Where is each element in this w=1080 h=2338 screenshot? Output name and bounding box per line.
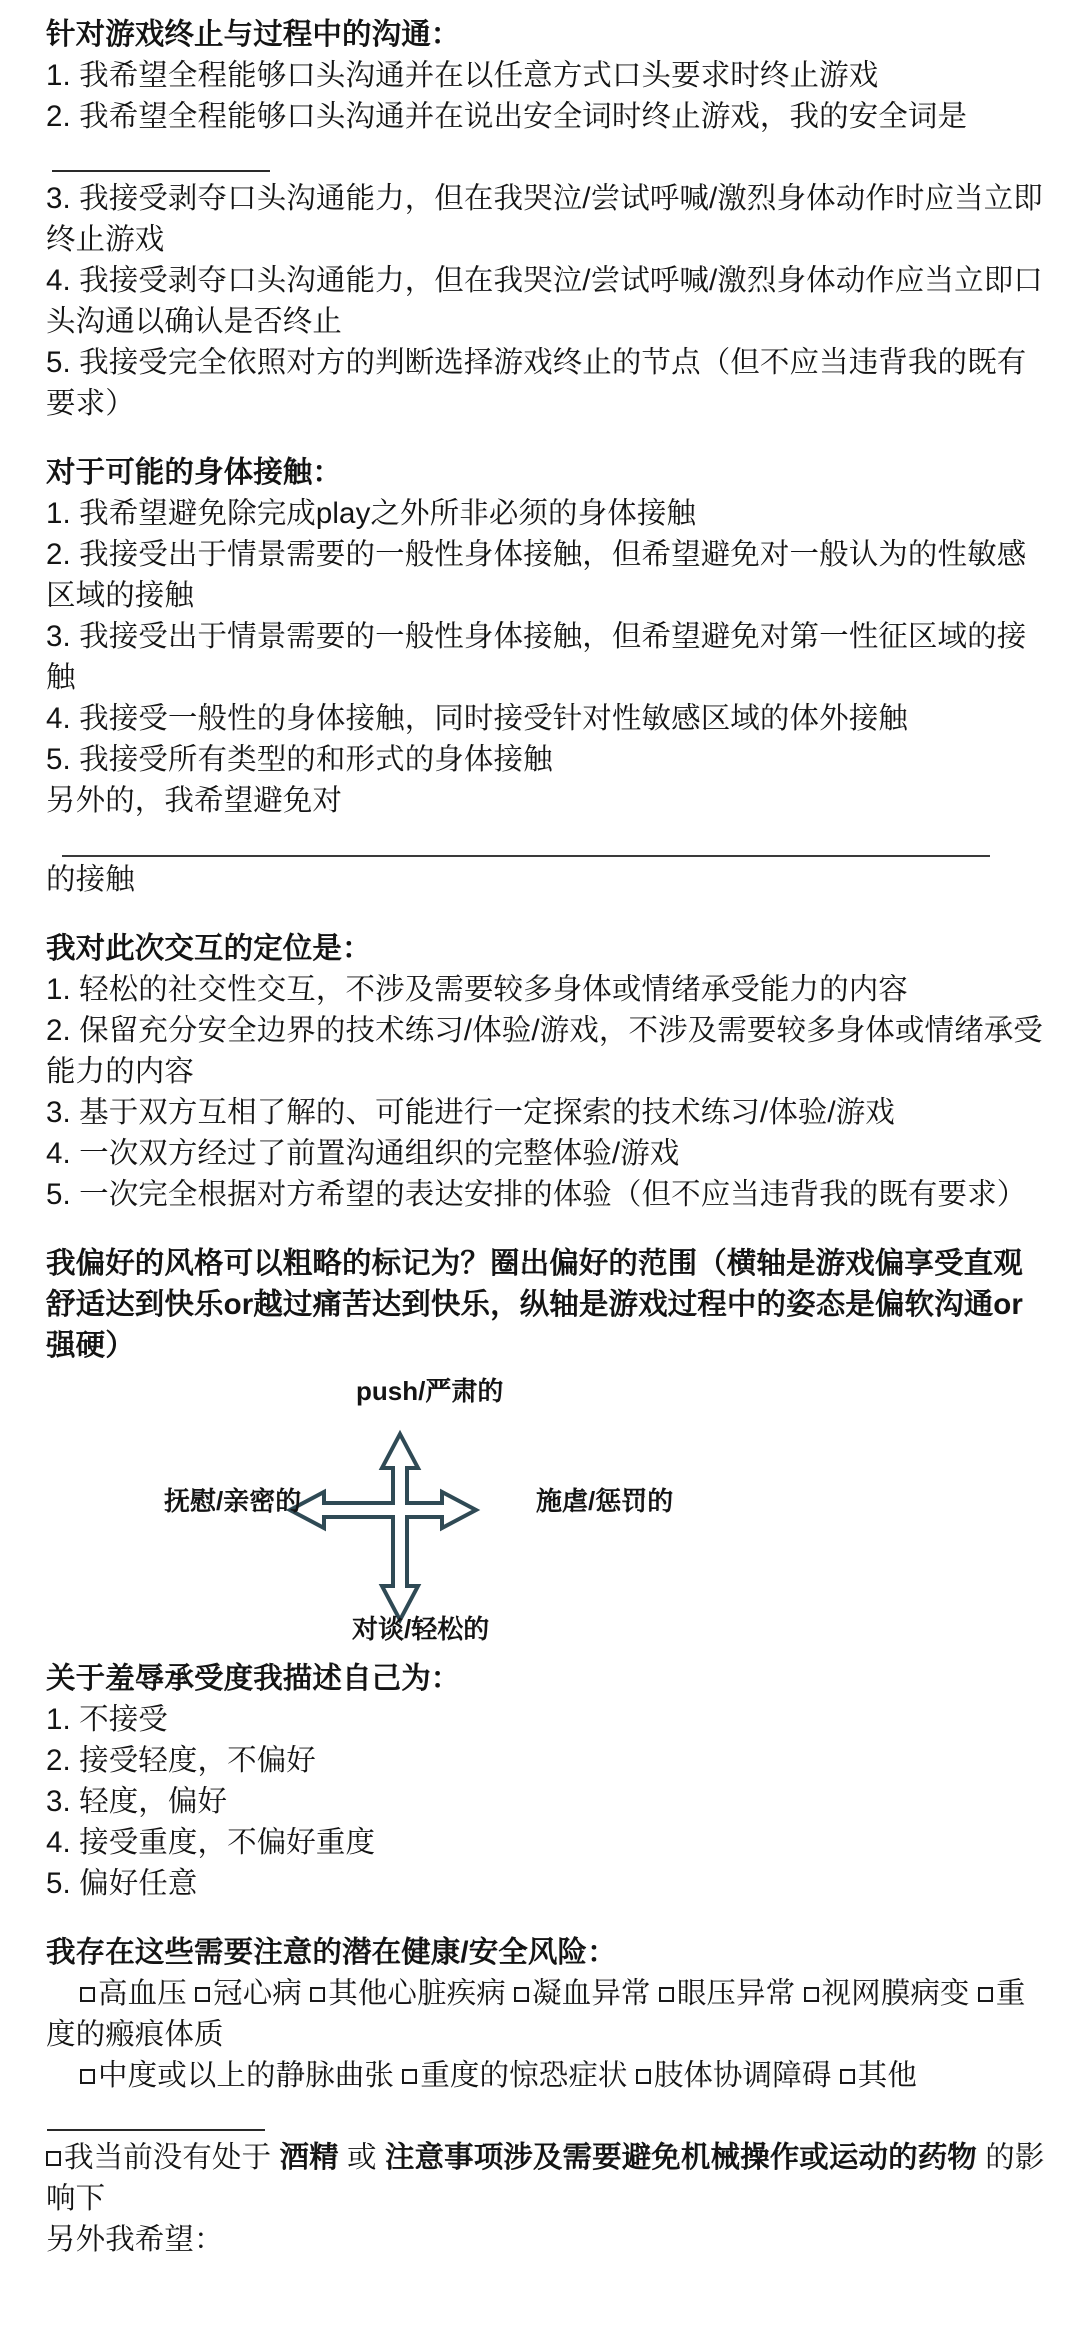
axis-label-top: push/严肃的 [356,1376,504,1406]
checkbox-coagulation-disorder[interactable] [514,1987,529,2002]
checkbox-severe-panic-symptoms[interactable] [402,2069,417,2084]
section-health-heading: 我存在这些需要注意的潜在健康/安全风险： [46,1936,617,1969]
contact-extra-prefix: 另外的，我希望避免对 [46,784,343,817]
section-style-heading: 我偏好的风格可以粗略的标记为？圈出偏好的范围（横轴是游戏偏享受直观舒适达到快乐or越过痛苦达到快乐，纵轴是游戏过程中的姿态是偏软沟通or强硬） [46,1247,1024,1362]
checkbox-retinopathy[interactable] [804,1987,819,2002]
checkbox-severe-keloid[interactable] [978,1987,993,2002]
health-risk-row-2 [46,2055,1046,2137]
section-health [46,1932,1046,2260]
health-risk-label-severe-panic-symptoms: 重度的惊恐症状 [420,2059,628,2092]
spacer [46,1644,1046,1658]
section-humiliation [46,1658,1046,1904]
health-risk-label-retinopathy: 视网膜病变 [821,1977,970,2010]
termination-option-3[interactable]: 3. 我接受剥夺口头沟通能力，但在我哭泣/尝试呼喊/激烈身体动作时应当立即终止游戏 [46,182,1043,256]
health-risk-label-hypertension: 高血压 [98,1977,187,2010]
spacer [46,424,1046,452]
termination-option-2[interactable] [46,96,1046,178]
health-risk-label-coronary-heart-disease: 冠心病 [213,1977,302,2010]
positioning-option-2[interactable]: 2. 保留充分安全边界的技术练习/体验/游戏，不涉及需要较多身体或情绪承受能力的内容 [46,1014,1043,1088]
positioning-option-4[interactable]: 4. 一次双方经过了前置沟通组织的完整体验/游戏 [46,1137,680,1170]
sober-substance-medication: 注意事项涉及需要避免机械操作或运动的药物 [384,2141,977,2174]
contact-option-5[interactable]: 5. 我接受所有类型的和形式的身体接触 [46,743,553,776]
termination-option-4[interactable]: 4. 我接受剥夺口头沟通能力，但在我哭泣/尝试呼喊/激烈身体动作应当立即口头沟通以确认是否终止 [46,264,1043,338]
section-termination [46,14,1046,424]
contact-exclusion-blank-input[interactable] [62,855,990,857]
health-risk-label-varicose-veins: 中度或以上的静脉曲张 [98,2059,395,2092]
spacer [46,900,1046,928]
sober-substance-alcohol: 酒精 [279,2141,339,2174]
checkbox-coronary-heart-disease[interactable] [195,1987,210,2002]
section-positioning [46,928,1046,1215]
sober-suffix: 的影响下 [46,2141,1045,2215]
termination-option-2-text: 2. 我希望全程能够口头沟通并在说出安全词时终止游戏，我的安全词是 [46,100,968,133]
health-risk-label-other-heart-disease: 其他心脏疾病 [328,1977,506,2010]
axis-label-right: 施虐/惩罚的 [536,1486,674,1516]
termination-option-5[interactable]: 5. 我接受完全依照对方的判断选择游戏终止的节点（但不应当违背我的既有要求） [46,346,1027,420]
style-axis-diagram[interactable] [46,1376,1080,1644]
checkbox-not-under-influence[interactable] [46,2151,61,2166]
checkbox-limb-coordination-disorder[interactable] [636,2069,651,2084]
checkbox-abnormal-eye-pressure[interactable] [659,1987,674,2002]
humiliation-option-1[interactable]: 1. 不接受 [46,1703,168,1736]
checkbox-hypertension[interactable] [80,1987,95,2002]
contact-option-1[interactable]: 1. 我希望避免除完成play之外所非必须的身体接触 [46,497,697,530]
health-risk-label-severe-keloid: 重度的瘢痕体质 [46,1977,1026,2051]
positioning-option-5[interactable]: 5. 一次完全根据对方希望的表达安排的体验（但不应当违背我的既有要求） [46,1178,1027,1211]
termination-option-1[interactable]: 1. 我希望全程能够口头沟通并在以任意方式口头要求时终止游戏 [46,59,879,92]
safeword-blank-input[interactable] [52,170,270,172]
contact-option-3[interactable]: 3. 我接受出于情景需要的一般性身体接触，但希望避免对第一性征区域的接触 [46,620,1027,694]
axis-label-left: 抚慰/亲密的 [164,1486,302,1516]
spacer [46,1904,1046,1932]
health-risk-label-limb-coordination-disorder: 肢体协调障碍 [653,2059,832,2092]
contact-option-4[interactable]: 4. 我接受一般性的身体接触，同时接受针对性敏感区域的体外接触 [46,702,908,735]
section-humiliation-heading: 关于羞辱承受度我描述自己为： [46,1662,461,1695]
checkbox-other-risk[interactable] [840,2069,855,2084]
contact-option-2[interactable]: 2. 我接受出于情景需要的一般性身体接触，但希望避免对一般认为的性敏感区域的接触 [46,538,1027,612]
sober-prefix: 我当前没有处于 [64,2141,272,2174]
closing-wish-label: 另外我希望： [46,2223,224,2256]
health-risk-label-other-risk: 其他 [857,2059,917,2092]
sober-declaration [46,2137,1046,2219]
section-contact-heading: 对于可能的身体接触： [46,456,343,489]
humiliation-option-4[interactable]: 4. 接受重度，不偏好重度 [46,1826,376,1859]
section-style [46,1243,1046,1644]
humiliation-option-5[interactable]: 5. 偏好任意 [46,1867,198,1900]
section-termination-heading: 针对游戏终止与过程中的沟通： [46,18,461,51]
axis-label-bottom: 对谈/轻松的 [352,1614,490,1644]
health-risk-label-abnormal-eye-pressure: 眼压异常 [676,1977,796,2010]
health-risk-row-1 [46,1973,1046,2055]
section-positioning-heading: 我对此次交互的定位是： [46,932,372,965]
positioning-option-3[interactable]: 3. 基于双方互相了解的、可能进行一定探索的技术练习/体验/游戏 [46,1096,895,1129]
checkbox-other-heart-disease[interactable] [310,1987,325,2002]
humiliation-option-2[interactable]: 2. 接受轻度，不偏好 [46,1744,316,1777]
sober-conjunction: 或 [347,2141,377,2174]
positioning-option-1[interactable]: 1. 轻松的社交性交互，不涉及需要较多身体或情绪承受能力的内容 [46,973,908,1006]
checkbox-varicose-veins[interactable] [80,2069,95,2084]
other-risk-blank-input[interactable] [47,2129,265,2131]
section-contact [46,452,1046,900]
spacer [46,1215,1046,1243]
contact-extra-suffix: 的接触 [46,863,135,896]
health-risk-label-coagulation-disorder: 凝血异常 [532,1977,651,2010]
humiliation-option-3[interactable]: 3. 轻度，偏好 [46,1785,228,1818]
four-way-arrow-shape [290,1434,476,1620]
